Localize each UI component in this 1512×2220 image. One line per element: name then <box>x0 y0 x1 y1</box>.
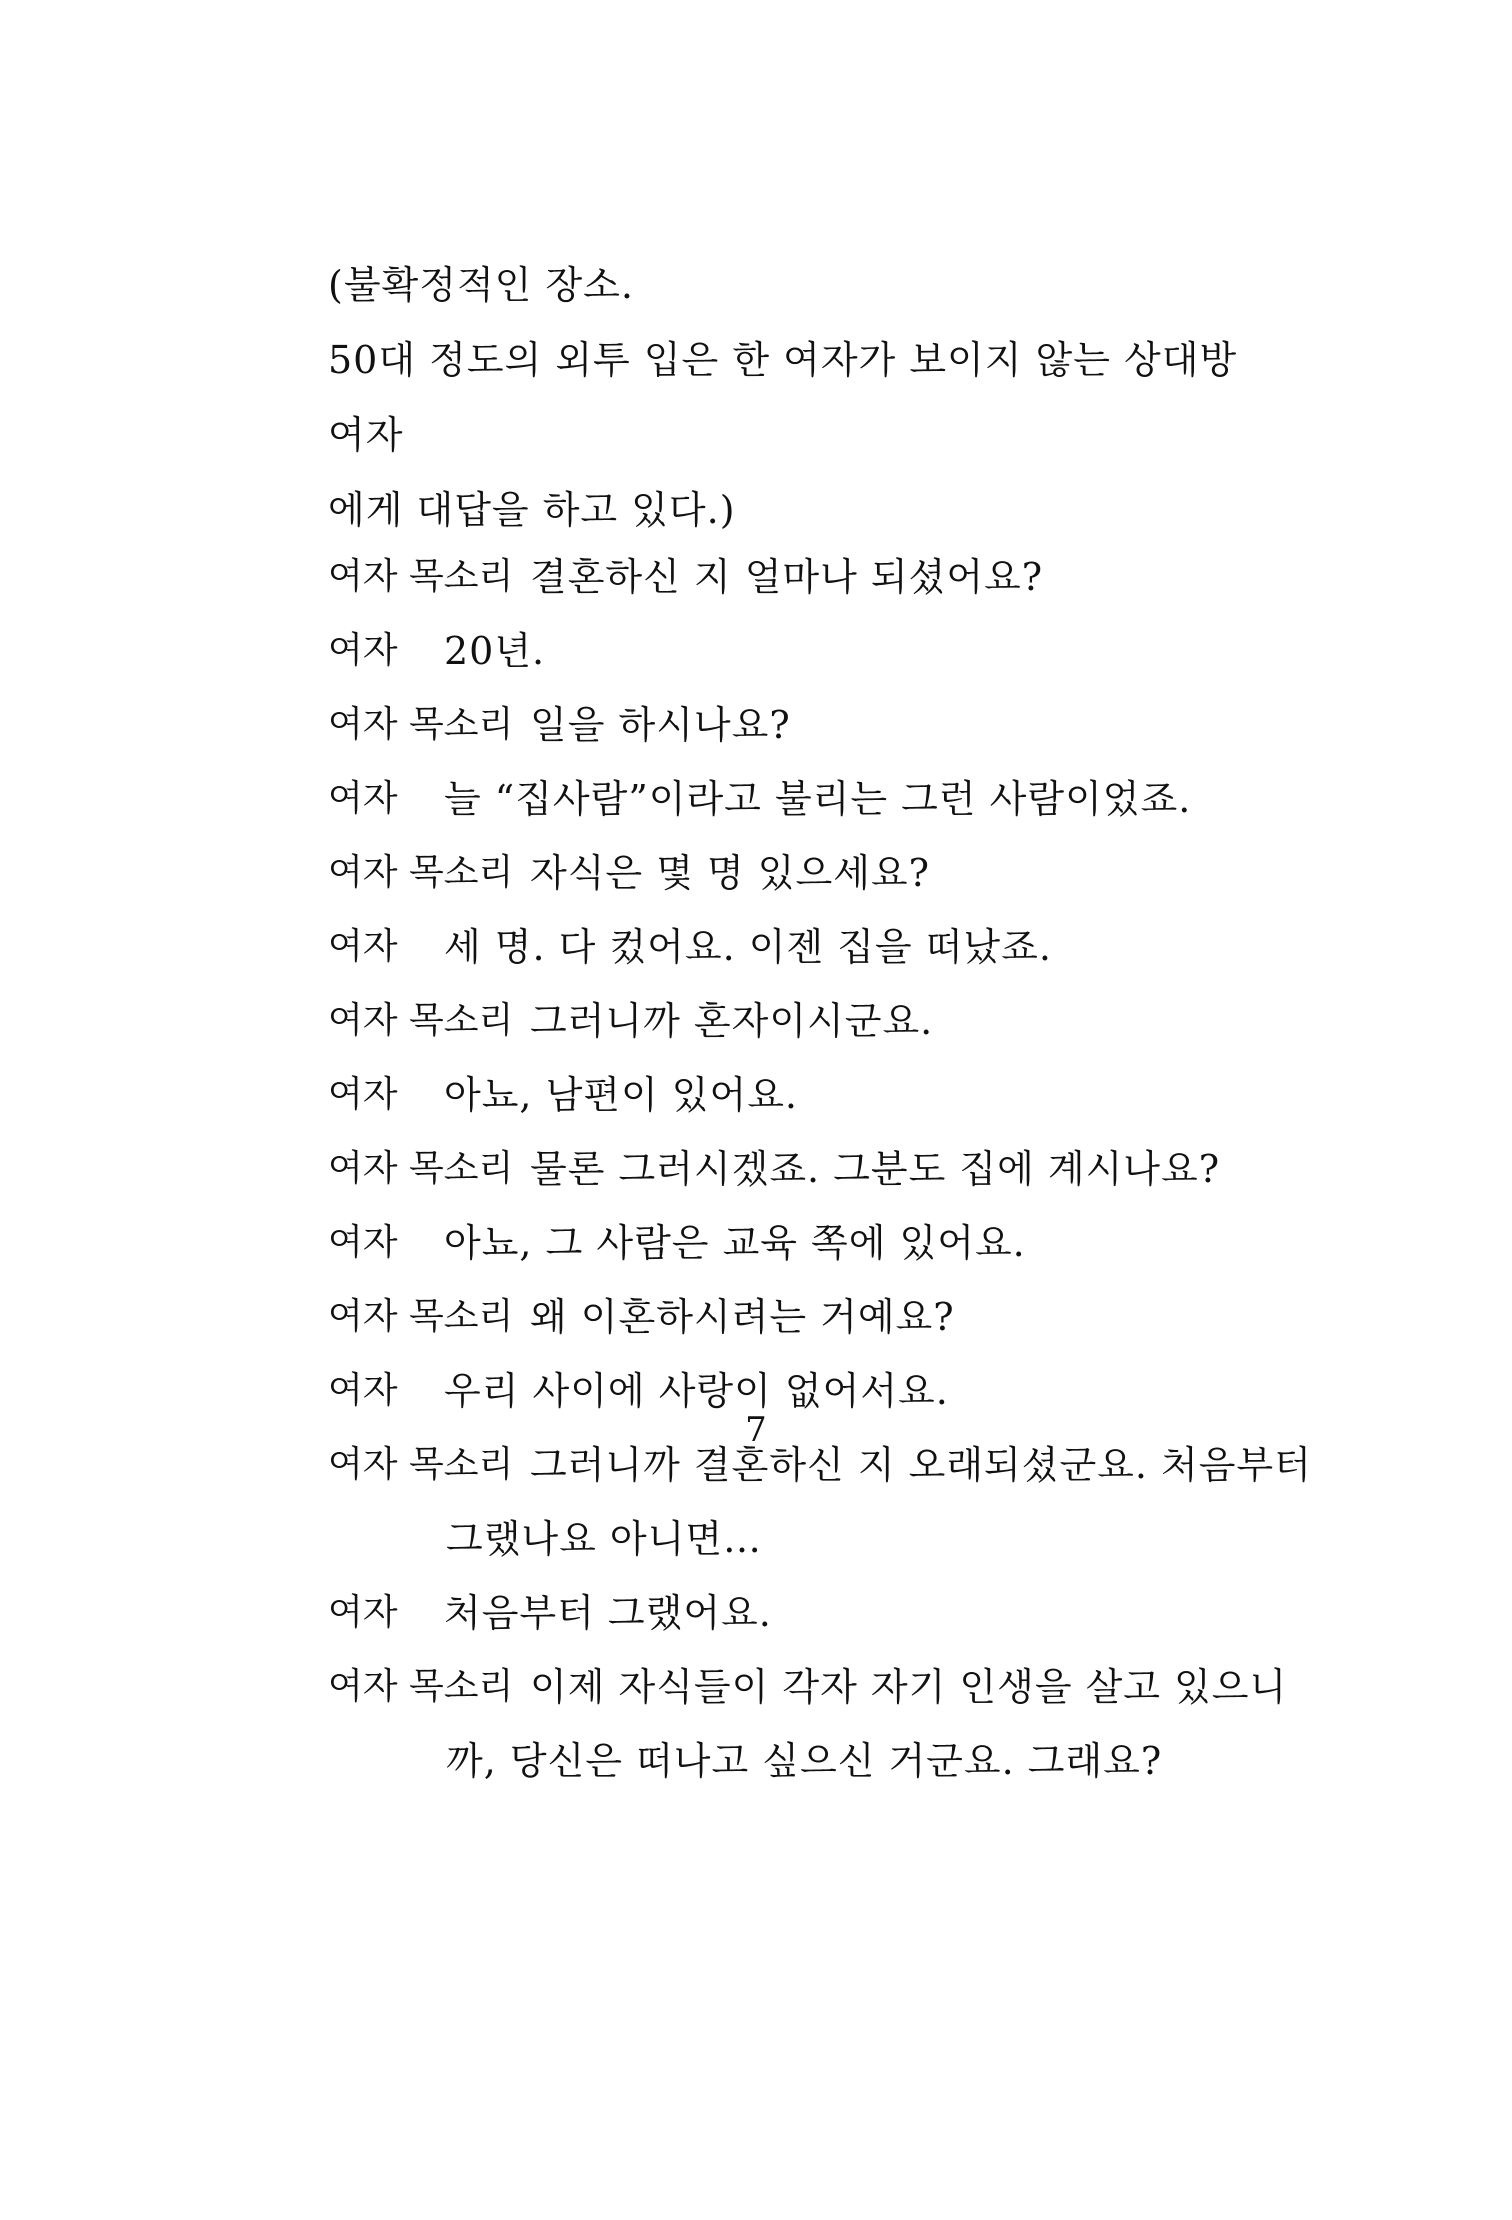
dialogue-line <box>328 1650 1288 1798</box>
dialogue-line <box>328 1132 1268 1206</box>
dialogue-line <box>328 762 1268 836</box>
speaker-name: 여자 목소리 <box>328 852 514 893</box>
speech-text: 결혼하신 지 얼마나 되셨어요? <box>530 555 1044 599</box>
speaker-name: 여자 목소리 <box>328 1296 514 1337</box>
speaker-name: 여자 목소리 <box>328 1148 514 1189</box>
speaker-name: 여자 목소리 <box>328 556 514 597</box>
speech-text-continued: 그랬나요 아니면… <box>446 1517 763 1561</box>
dialogue-line <box>328 1280 1268 1354</box>
stage-direction-line: 50대 정도의 외투 입은 한 여자가 보이지 않는 상대방 여자 <box>328 338 1238 457</box>
speech-text: 이제 자식들이 각자 자기 인생을 살고 있으니 <box>530 1665 1288 1709</box>
speech-text: 일을 하시나요? <box>530 703 791 747</box>
dialogue-line <box>328 984 1268 1058</box>
speech-text: 아뇨, 남편이 있어요. <box>444 1073 798 1117</box>
speaker-name: 여자 <box>328 1592 398 1633</box>
speech-text: 우리 사이에 사랑이 없어서요. <box>444 1369 949 1413</box>
stage-direction-line: 에게 대답을 하고 있다.) <box>328 488 736 532</box>
speech-text: 물론 그러시겠죠. 그분도 집에 계시나요? <box>530 1147 1221 1191</box>
dialogue-line <box>328 688 1268 762</box>
page-number: 7 <box>745 1410 767 1450</box>
speaker-name: 여자 목소리 <box>328 1444 514 1485</box>
speech-text: 20년. <box>444 629 546 673</box>
speaker-name: 여자 <box>328 1074 398 1115</box>
speech-text: 그러니까 결혼하신 지 오래되셨군요. 처음부터 <box>530 1443 1312 1487</box>
speaker-name: 여자 목소리 <box>328 1000 514 1041</box>
dialogue-line <box>328 1058 1268 1132</box>
speech-text-continued: 까, 당신은 떠나고 싶으신 거군요. 그래요? <box>446 1739 1163 1783</box>
speech-text: 아뇨, 그 사람은 교육 쪽에 있어요. <box>444 1221 1026 1265</box>
dialogue-line <box>328 614 1268 688</box>
speaker-name: 여자 <box>328 1370 398 1411</box>
speech-text: 처음부터 그랬어요. <box>444 1591 772 1635</box>
dialogue-line <box>328 836 1268 910</box>
speech-text: 자식은 몇 명 있으세요? <box>530 851 930 895</box>
dialogue <box>328 540 1312 1798</box>
speaker-name: 여자 <box>328 778 398 819</box>
speaker-name: 여자 <box>328 630 398 671</box>
dialogue-line <box>328 910 1268 984</box>
speech-text: 세 명. 다 컸어요. 이젠 집을 떠났죠. <box>444 925 1052 969</box>
speech-text: 그러니까 혼자이시군요. <box>530 999 934 1043</box>
stage-direction-line: (불확정적인 장소. <box>328 263 634 307</box>
speaker-name: 여자 <box>328 926 398 967</box>
stage-direction <box>328 248 1268 548</box>
dialogue-line <box>328 1576 1268 1650</box>
speech-text: 늘 “집사람”이라고 불리는 그런 사람이었죠. <box>444 777 1192 821</box>
speaker-name: 여자 목소리 <box>328 704 514 745</box>
speaker-name: 여자 목소리 <box>328 1666 514 1707</box>
dialogue-line <box>328 1206 1268 1280</box>
dialogue-line <box>328 540 1268 614</box>
dialogue-line <box>328 1428 1312 1576</box>
speaker-name: 여자 <box>328 1222 398 1263</box>
speech-text: 왜 이혼하시려는 거예요? <box>530 1295 955 1339</box>
